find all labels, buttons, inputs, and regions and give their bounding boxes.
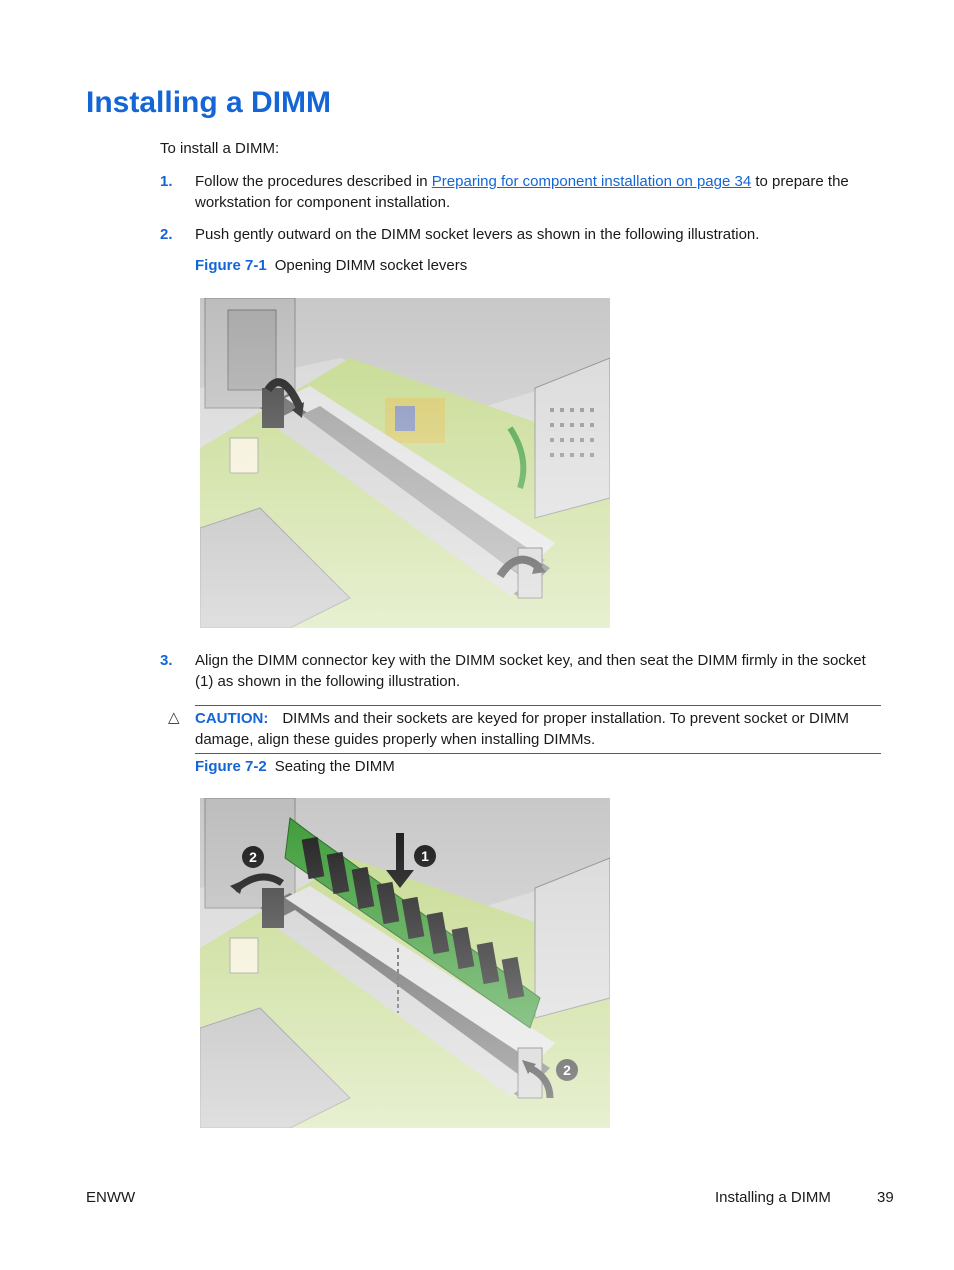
step-3 xyxy=(160,650,880,692)
figure-title: Seating the DIMM xyxy=(274,758,395,775)
caution-box xyxy=(168,705,881,754)
cross-reference-link[interactable]: Preparing for component installation on page 34 xyxy=(431,173,752,190)
figure-seating-dimm xyxy=(200,798,610,1128)
caution-text: DIMMs and their sockets are keyed for proper installation. To prevent socket or DIMM damage, align these guides properly when installing DIMMs. xyxy=(195,710,849,748)
warning-triangle-icon: △ xyxy=(168,709,180,726)
intro-text: To install a DIMM: xyxy=(160,140,280,157)
step-2 xyxy=(160,224,880,245)
caution-label: CAUTION: xyxy=(195,710,269,727)
page-number: 39 xyxy=(877,1189,894,1206)
step-number: 2. xyxy=(160,226,173,243)
figure-label: Figure 7-1 xyxy=(195,257,267,274)
step-text: to prepare the workstation for component installation. xyxy=(195,173,849,211)
footer-doc-code: ENWW xyxy=(86,1189,136,1206)
figure-label: Figure 7-2 xyxy=(195,758,267,775)
figure-caption-2 xyxy=(195,758,395,775)
figure-opening-levers xyxy=(200,298,610,628)
step-number: 1. xyxy=(160,173,173,190)
page-title: Installing a DIMM xyxy=(86,86,332,119)
step-text: Push gently outward on the DIMM socket levers as shown in the following illustration. xyxy=(195,226,760,243)
figure-title: Opening DIMM socket levers xyxy=(274,257,468,274)
step-text: Align the DIMM connector key with the DIMM socket key, and then seat the DIMM firmly in the socket (1) as shown in the following illustration. xyxy=(195,652,866,690)
step-number: 3. xyxy=(160,652,173,669)
footer-section-title: Installing a DIMM xyxy=(715,1189,831,1206)
dimm-socket-illustration xyxy=(200,298,610,628)
step-1 xyxy=(160,171,880,213)
dimm-seating-illustration xyxy=(200,798,610,1128)
step-text: Follow the procedures described in xyxy=(195,173,432,190)
figure-caption-1 xyxy=(195,257,467,274)
